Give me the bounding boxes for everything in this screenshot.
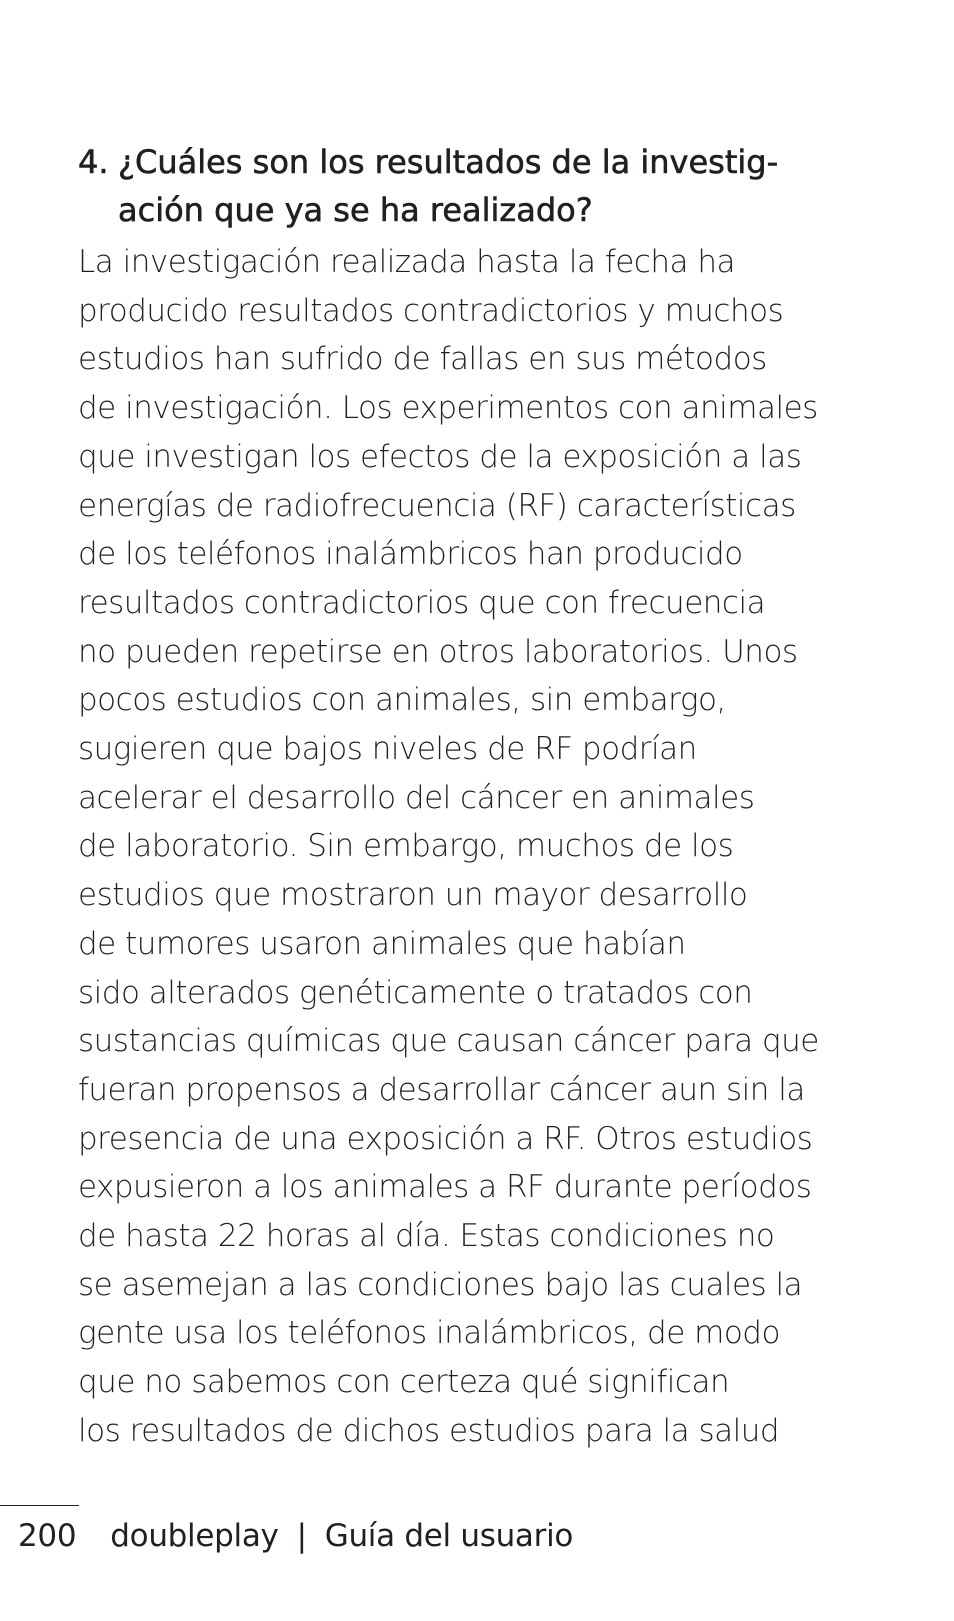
body-line: estudios que mostraron un mayor desarrollo [78, 877, 748, 914]
body-line: producido resultados contradictorios y muchos [78, 292, 784, 329]
body-line: sustancias químicas que causan cáncer para que [78, 1023, 819, 1060]
body-line: sido alterados genéticamente o tratados con [78, 974, 753, 1011]
body-line: presencia de una exposición a RF. Otros estudios [78, 1120, 813, 1157]
body-line: de investigación. Los experimentos con animales [78, 390, 818, 427]
footer-separator: | [296, 1518, 307, 1554]
body-line: gente usa los teléfonos inalámbricos, de modo [78, 1315, 780, 1352]
body-line: de tumores usaron animales que habían [78, 925, 686, 962]
section-number: 4. [78, 143, 109, 181]
page-footer [18, 1512, 573, 1560]
section-heading [78, 138, 878, 234]
body-line: que no sabemos con certeza qué significan [78, 1364, 730, 1401]
body-line: acelerar el desarrollo del cáncer en animales [78, 779, 755, 816]
body-line: La investigación realizada hasta la fecha ha [78, 244, 736, 280]
body-line: sugieren que bajos niveles de RF podrían [78, 731, 697, 768]
section-title-line-1: ¿Cuáles son los resultados de la investig- [118, 143, 779, 181]
body-line: los resultados de dichos estudios para la salud [78, 1412, 780, 1449]
body-line: de laboratorio. Sin embargo, muchos de los [78, 828, 734, 865]
body-line: expusieron a los animales a RF durante períodos [78, 1169, 812, 1206]
body-paragraph [78, 238, 898, 1456]
body-line: fueran propensos a desarrollar cáncer aun sin la [78, 1071, 805, 1108]
section-title-line-2: ación que ya se ha realizado? [118, 191, 593, 229]
body-line: de hasta 22 horas al día. Estas condiciones no [78, 1218, 775, 1255]
footer-guide-title: Guía del usuario [324, 1518, 574, 1554]
body-line: pocos estudios con animales, sin embargo, [78, 682, 726, 719]
body-line: estudios han sufrido de fallas en sus métodos [78, 341, 767, 378]
body-line: energías de radiofrecuencia (RF) características [78, 487, 796, 524]
body-line: que investigan los efectos de la exposición a las [78, 438, 802, 475]
body-line: de los teléfonos inalámbricos han producido [78, 536, 743, 573]
page-number: 200 [18, 1518, 77, 1554]
body-line: no pueden repetirse en otros laboratorios. Unos [78, 633, 798, 670]
body-line: resultados contradictorios que con frecuencia [78, 584, 766, 621]
footer-product-name: doubleplay [110, 1518, 279, 1554]
footer-divider [0, 1505, 79, 1506]
body-line: se asemejan a las condiciones bajo las cuales la [78, 1266, 803, 1303]
